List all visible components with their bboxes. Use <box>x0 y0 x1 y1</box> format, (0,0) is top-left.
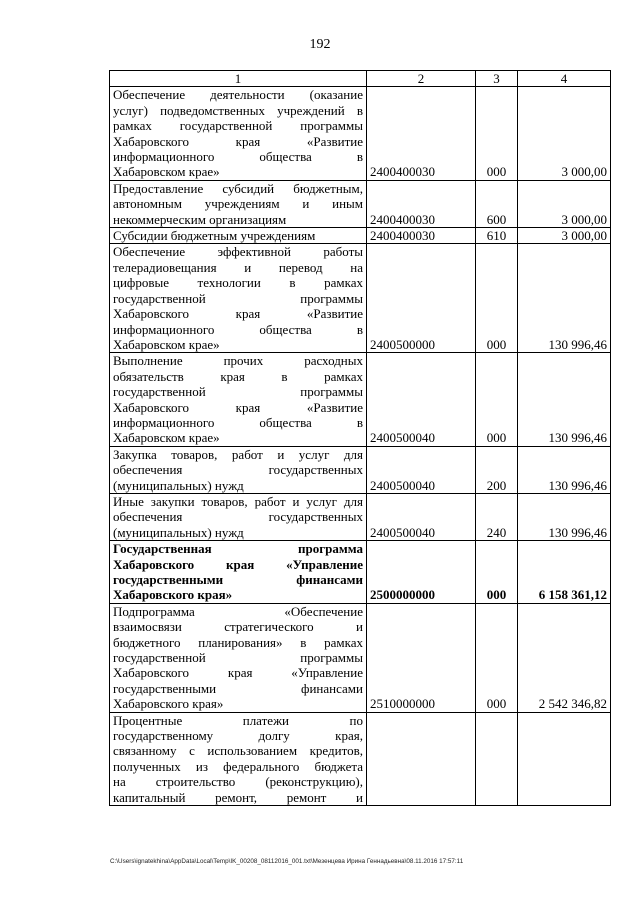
expense-name-line: Государственная программа <box>113 541 363 557</box>
expense-type-cell <box>476 712 518 805</box>
expense-name-line: Хабаровского края «Развитие <box>113 133 363 149</box>
target-code-cell: 2400500040 <box>367 493 476 540</box>
table-row <box>110 446 611 493</box>
budget-table <box>109 70 611 806</box>
target-code-cell: 2400500040 <box>367 353 476 446</box>
expense-name-line: Субсидии бюджетным учреждениям <box>113 228 316 244</box>
expense-name-line: Предоставление субсидий бюджетным, <box>113 180 363 196</box>
expense-name-line: Хабаровском крае» <box>113 336 220 352</box>
expense-name-cell <box>110 446 367 493</box>
target-code-cell: 2400400030 <box>367 87 476 180</box>
column-header: 3 <box>476 71 518 87</box>
table-row <box>110 244 611 353</box>
expense-type-cell: 600 <box>476 180 518 227</box>
expense-name-line: государственными финансами <box>113 572 363 587</box>
expense-name-cell <box>110 353 367 446</box>
expense-name-cell <box>110 712 367 805</box>
expense-name-line: обеспечения государственных <box>113 509 363 525</box>
expense-name-line: государственными финансами <box>113 680 363 696</box>
expense-name-line: (муниципальных) нужд <box>113 524 244 540</box>
expense-type-cell: 610 <box>476 228 518 244</box>
expense-name-line: полученных из федерального бюджета <box>113 758 363 774</box>
expense-name-line: связанному с использованием кредитов, <box>113 743 363 759</box>
expense-name-line: рамках государственной программы <box>113 118 363 134</box>
target-code-cell: 2510000000 <box>367 603 476 712</box>
expense-name-line: некоммерческим организациям <box>113 211 287 227</box>
expense-name-line: автономным учреждениям и иным <box>113 196 363 212</box>
expense-name-line: Хабаровском крае» <box>113 430 220 446</box>
expense-name-line: взаимосвязи стратегического и <box>113 619 363 635</box>
expense-name-cell <box>110 603 367 712</box>
expense-name-line: государственному долгу края, <box>113 728 363 744</box>
file-path-footer: C:\Users\ignatekhina\AppData\Local\Temp\IK_00208_08112016_001.txt\Мезенцева Ирина Геннадьевна\08.11.2016 17:57:11 <box>110 858 464 865</box>
target-code-cell: 2400400030 <box>367 180 476 227</box>
target-code-cell: 2400500000 <box>367 244 476 353</box>
expense-type-cell: 000 <box>476 541 518 604</box>
expense-name-line: Хабаровского края «Управление <box>113 665 363 681</box>
expense-name-line: государственной программы <box>113 290 363 306</box>
expense-name-line: Хабаровского края» <box>113 696 224 712</box>
amount-cell: 130 996,46 <box>518 353 611 446</box>
expense-name-line: Обеспечение эффективной работы <box>113 244 363 260</box>
expense-type-cell: 200 <box>476 446 518 493</box>
expense-name-line: телерадиовещания и перевод на <box>113 259 363 275</box>
table-row <box>110 353 611 446</box>
table-row <box>110 541 611 604</box>
expense-name-line: Процентные платежи по <box>113 712 363 728</box>
table-row <box>110 180 611 227</box>
expense-name-line: обязательств края в рамках <box>113 368 363 384</box>
expense-name-line: информационного общества в <box>113 321 363 337</box>
column-header: 4 <box>518 71 611 87</box>
table-row <box>110 87 611 180</box>
amount-cell: 3 000,00 <box>518 180 611 227</box>
expense-name-line: Выполнение прочих расходных <box>113 353 363 369</box>
expense-name-line: обеспечения государственных <box>113 462 363 478</box>
expense-name-line: цифровые технологии в рамках <box>113 275 363 291</box>
table-row <box>110 712 611 805</box>
expense-name-line: бюджетного планирования» в рамках <box>113 634 363 650</box>
amount-cell <box>518 712 611 805</box>
table-row <box>110 603 611 712</box>
page-number: 192 <box>309 37 331 52</box>
amount-cell: 6 158 361,12 <box>518 541 611 604</box>
expense-name-line: государственной программы <box>113 650 363 666</box>
expense-name-line: Закупка товаров, работ и услуг для <box>113 446 363 462</box>
expense-name-cell <box>110 244 367 353</box>
expense-type-cell: 000 <box>476 244 518 353</box>
expense-name-cell <box>110 228 367 244</box>
expense-type-cell: 000 <box>476 87 518 180</box>
amount-cell: 3 000,00 <box>518 87 611 180</box>
expense-name-cell <box>110 87 367 180</box>
expense-name-line: Хабаровского края «Управление <box>113 556 363 572</box>
column-header: 1 <box>110 71 367 87</box>
expense-name-cell <box>110 180 367 227</box>
expense-name-line: государственной программы <box>113 384 363 400</box>
table-header-row <box>110 71 611 87</box>
amount-cell: 3 000,00 <box>518 228 611 244</box>
expense-name-line: услуг) подведомственных учреждений в <box>113 102 363 118</box>
expense-name-line: информационного общества в <box>113 414 363 430</box>
amount-cell: 130 996,46 <box>518 493 611 540</box>
expense-type-cell: 000 <box>476 603 518 712</box>
target-code-cell: 2400400030 <box>367 228 476 244</box>
expense-name-line: Хабаровского края «Развитие <box>113 399 363 415</box>
expense-name-line: Обеспечение деятельности (оказание <box>113 87 363 103</box>
amount-cell: 130 996,46 <box>518 244 611 353</box>
expense-name-line: Подпрограмма «Обеспечение <box>113 603 363 619</box>
target-code-cell: 2400500040 <box>367 446 476 493</box>
expense-name-cell <box>110 493 367 540</box>
table-row <box>110 493 611 540</box>
amount-cell: 2 542 346,82 <box>518 603 611 712</box>
expense-name-line: (муниципальных) нужд <box>113 477 244 493</box>
expense-type-cell: 000 <box>476 353 518 446</box>
expense-type-cell: 240 <box>476 493 518 540</box>
expense-name-line: Хабаровском крае» <box>113 164 220 180</box>
expense-name-line: информационного общества в <box>113 149 363 165</box>
target-code-cell: 2500000000 <box>367 541 476 604</box>
column-header: 2 <box>367 71 476 87</box>
expense-name-line: на строительство (реконструкцию), <box>113 774 363 790</box>
expense-name-line: Хабаровского края «Развитие <box>113 306 363 322</box>
expense-name-line: капитальный ремонт, ремонт и <box>113 789 363 805</box>
target-code-cell <box>367 712 476 805</box>
expense-name-line: Иные закупки товаров, работ и услуг для <box>113 493 363 509</box>
expense-name-line: Хабаровского края» <box>113 587 233 603</box>
table-row <box>110 228 611 244</box>
amount-cell: 130 996,46 <box>518 446 611 493</box>
expense-name-cell <box>110 541 367 604</box>
